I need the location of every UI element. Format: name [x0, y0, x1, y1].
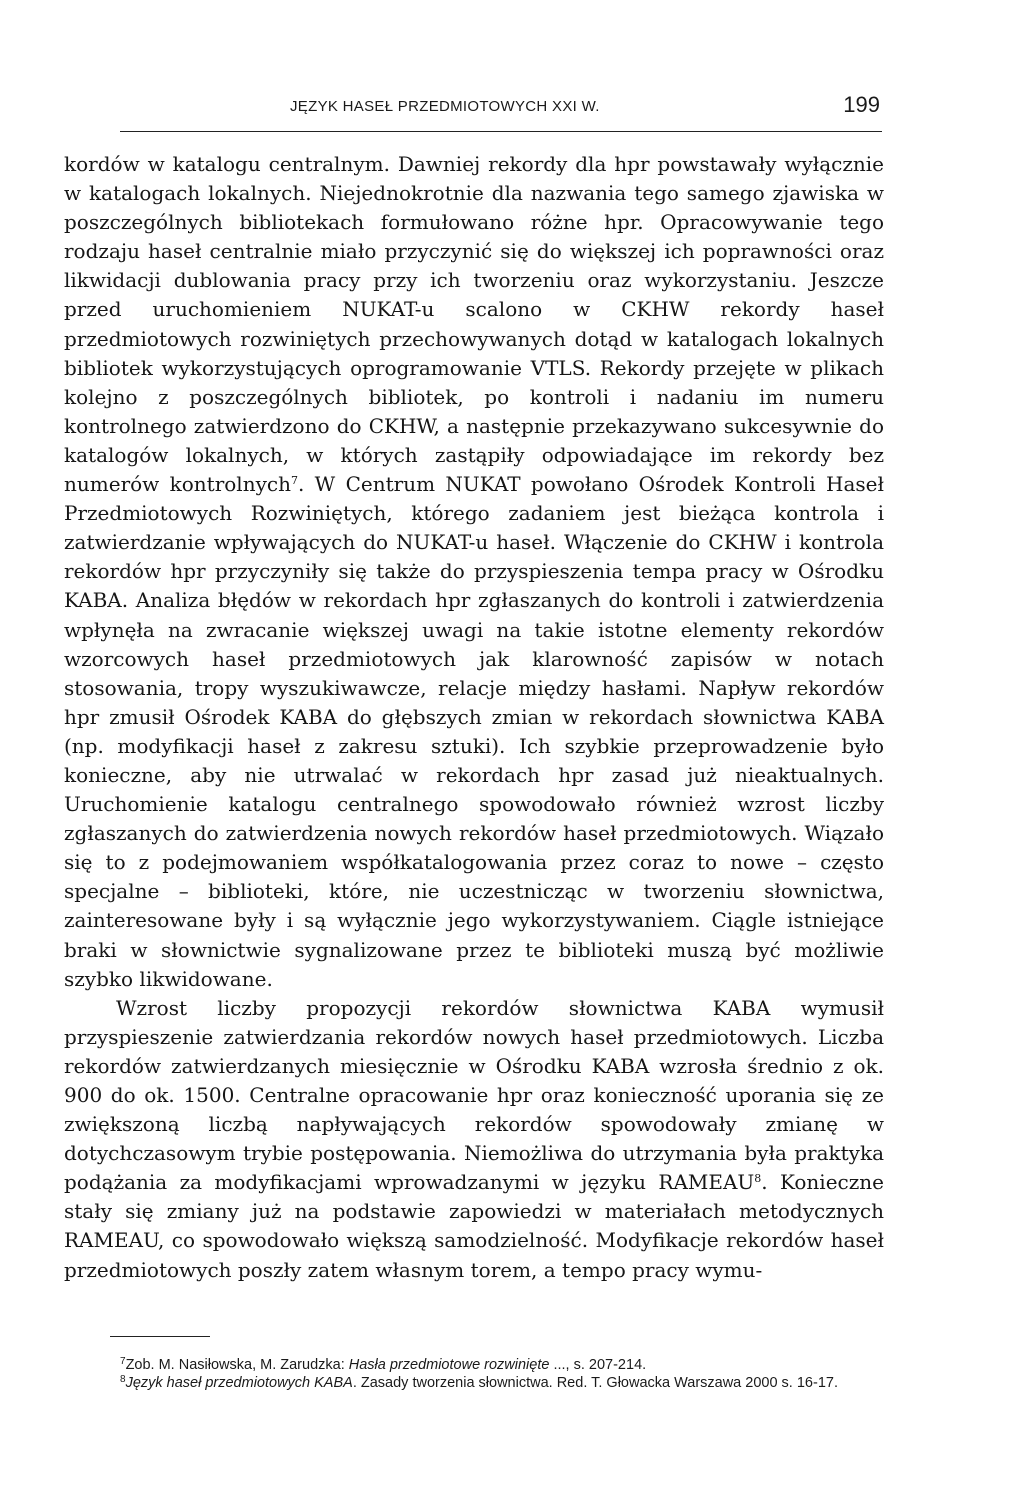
footnote-8 [70, 1374, 890, 1392]
footnote-marker: 8 [120, 1374, 126, 1385]
footnote-text: ..., s. 207-214. [549, 1357, 647, 1373]
paragraph-2 [64, 994, 884, 1285]
footnote-ref-8: 8 [754, 1172, 762, 1186]
footnote-7 [70, 1356, 890, 1374]
body-text [64, 150, 884, 1285]
page-header [290, 92, 880, 124]
footnote-text: . Zasady tworzenia słownictwa. Red. T. Głowacka Warszawa 2000 s. 16-17. [352, 1375, 838, 1391]
paragraph-1-text-a: kordów w katalogu centralnym. Dawniej rekordy dla hpr powstawały wyłącznie w katalogach lokalnych. Niejednokrotnie dla nazwania tego samego zjawiska w poszczególnych bibliotekach formułowano różne hpr. Opracowywanie tego rodzaju haseł centralnie miało przyczynić się do większej ich poprawności oraz likwidacji dublowania pracy przy ich tworzeniu oraz wykorzystaniu. Jeszcze przed uruchomieniem NUKAT-u scalono w CKHW rekordy haseł przedmiotowych rozwiniętych przechowywanych dotąd w katalogach lokalnych bibliotek wykorzystujących oprogramowanie VTLS. Rekordy przejęte w plikach kolejno z poszczególnych bibliotek, po kontroli i nadaniu im numeru kontrolnego zatwierdzono do CKHW, a następnie przekazywano sukcesywnie do katalogów lokalnych, w których zastąpiły odpowiadające im rekordy bez numerów kontrolnych [64, 152, 884, 497]
footnote-rule [110, 1336, 210, 1337]
footnote-marker: 7 [120, 1356, 126, 1367]
footnote-title: Język haseł przedmiotowych KABA [125, 1375, 353, 1391]
header-rule [120, 131, 882, 132]
paragraph-2-text-b: . Konieczne stały się zmiany już na podstawie zapowiedzi w materiałach metodycznych RAMEAU, co spowodowało większą samodzielność. Modyfikacje rekordów haseł przedmiotowych poszły zatem własnym torem, a tempo pracy wymu- [64, 1170, 884, 1282]
footnote-title: Hasła przedmiotowe rozwinięte [348, 1357, 550, 1373]
footnote-text: Zob. M. Nasiłowska, M. Zarudzka: [125, 1357, 349, 1373]
page-number: 199 [843, 92, 880, 117]
footnote-ref-7: 7 [290, 474, 298, 488]
running-head: JĘZYK HASEŁ PRZEDMIOTOWYCH XXI W. [290, 98, 600, 115]
paragraph-1-text-b: . W Centrum NUKAT powołano Ośrodek Kontroli Haseł Przedmiotowych Rozwiniętych, którego zadaniem jest bieżąca kontrola i zatwierdzanie wpływających do NUKAT-u haseł. Włączenie do CKHW i kontrola rekordów hpr przyczyniły się także do przyspieszenia tempa pracy w Ośrodku KABA. Analiza błędów w rekordach hpr zgłaszanych do kontroli i zatwierdzenia wpłynęła na zwracanie większej uwagi na takie istotne elementy rekordów wzorcowych haseł przedmiotowych jak klarowność zapisów w notach stosowania, tropy wyszukiwawcze, relacje między hasłami. Napływ rekordów hpr zmusił Ośrodek KABA do głębszych zmian w rekordach słownictwa KABA (np. modyfikacji haseł z zakresu sztuki). Ich szybkie przeprowadzenie było konieczne, aby nie utrwalać w rekordach hpr zasad już nieaktualnych. Uruchomienie katalogu centralnego spowodowało również wzrost liczby zgłaszanych do zatwierdzenia nowych rekordów haseł przedmiotowych. Wiązało się to z podejmowaniem współkatalogowania przez coraz to nowe – często specjalne – biblioteki, które, nie uczestnicząc w tworzeniu słownictwa, zainteresowane były i są wyłącznie jego wykorzystywaniem. Ciągle istniejące braki w słownictwie sygnalizowane przez te biblioteki muszą być możliwie szybko likwidowane. [64, 472, 884, 991]
paragraph-2-text-a: Wzrost liczby propozycji rekordów słownictwa KABA wymusił przyspieszenie zatwierdzania rekordów nowych haseł przedmiotowych. Liczba rekordów zatwierdzanych miesięcznie w Ośrodku KABA wzrosła średnio z ok. 900 do ok. 1500. Centralne opracowanie hpr oraz konieczność uporania się ze zwiększoną liczbą napływających rekordów spowodowały zmianę w dotychczasowym trybie postępowania. Niemożliwa do utrzymania była praktyka podążania za modyfikacjami wprowadzanymi w języku RAMEAU [64, 995, 884, 1195]
paragraph-1 [64, 150, 884, 994]
footnotes [70, 1356, 890, 1392]
